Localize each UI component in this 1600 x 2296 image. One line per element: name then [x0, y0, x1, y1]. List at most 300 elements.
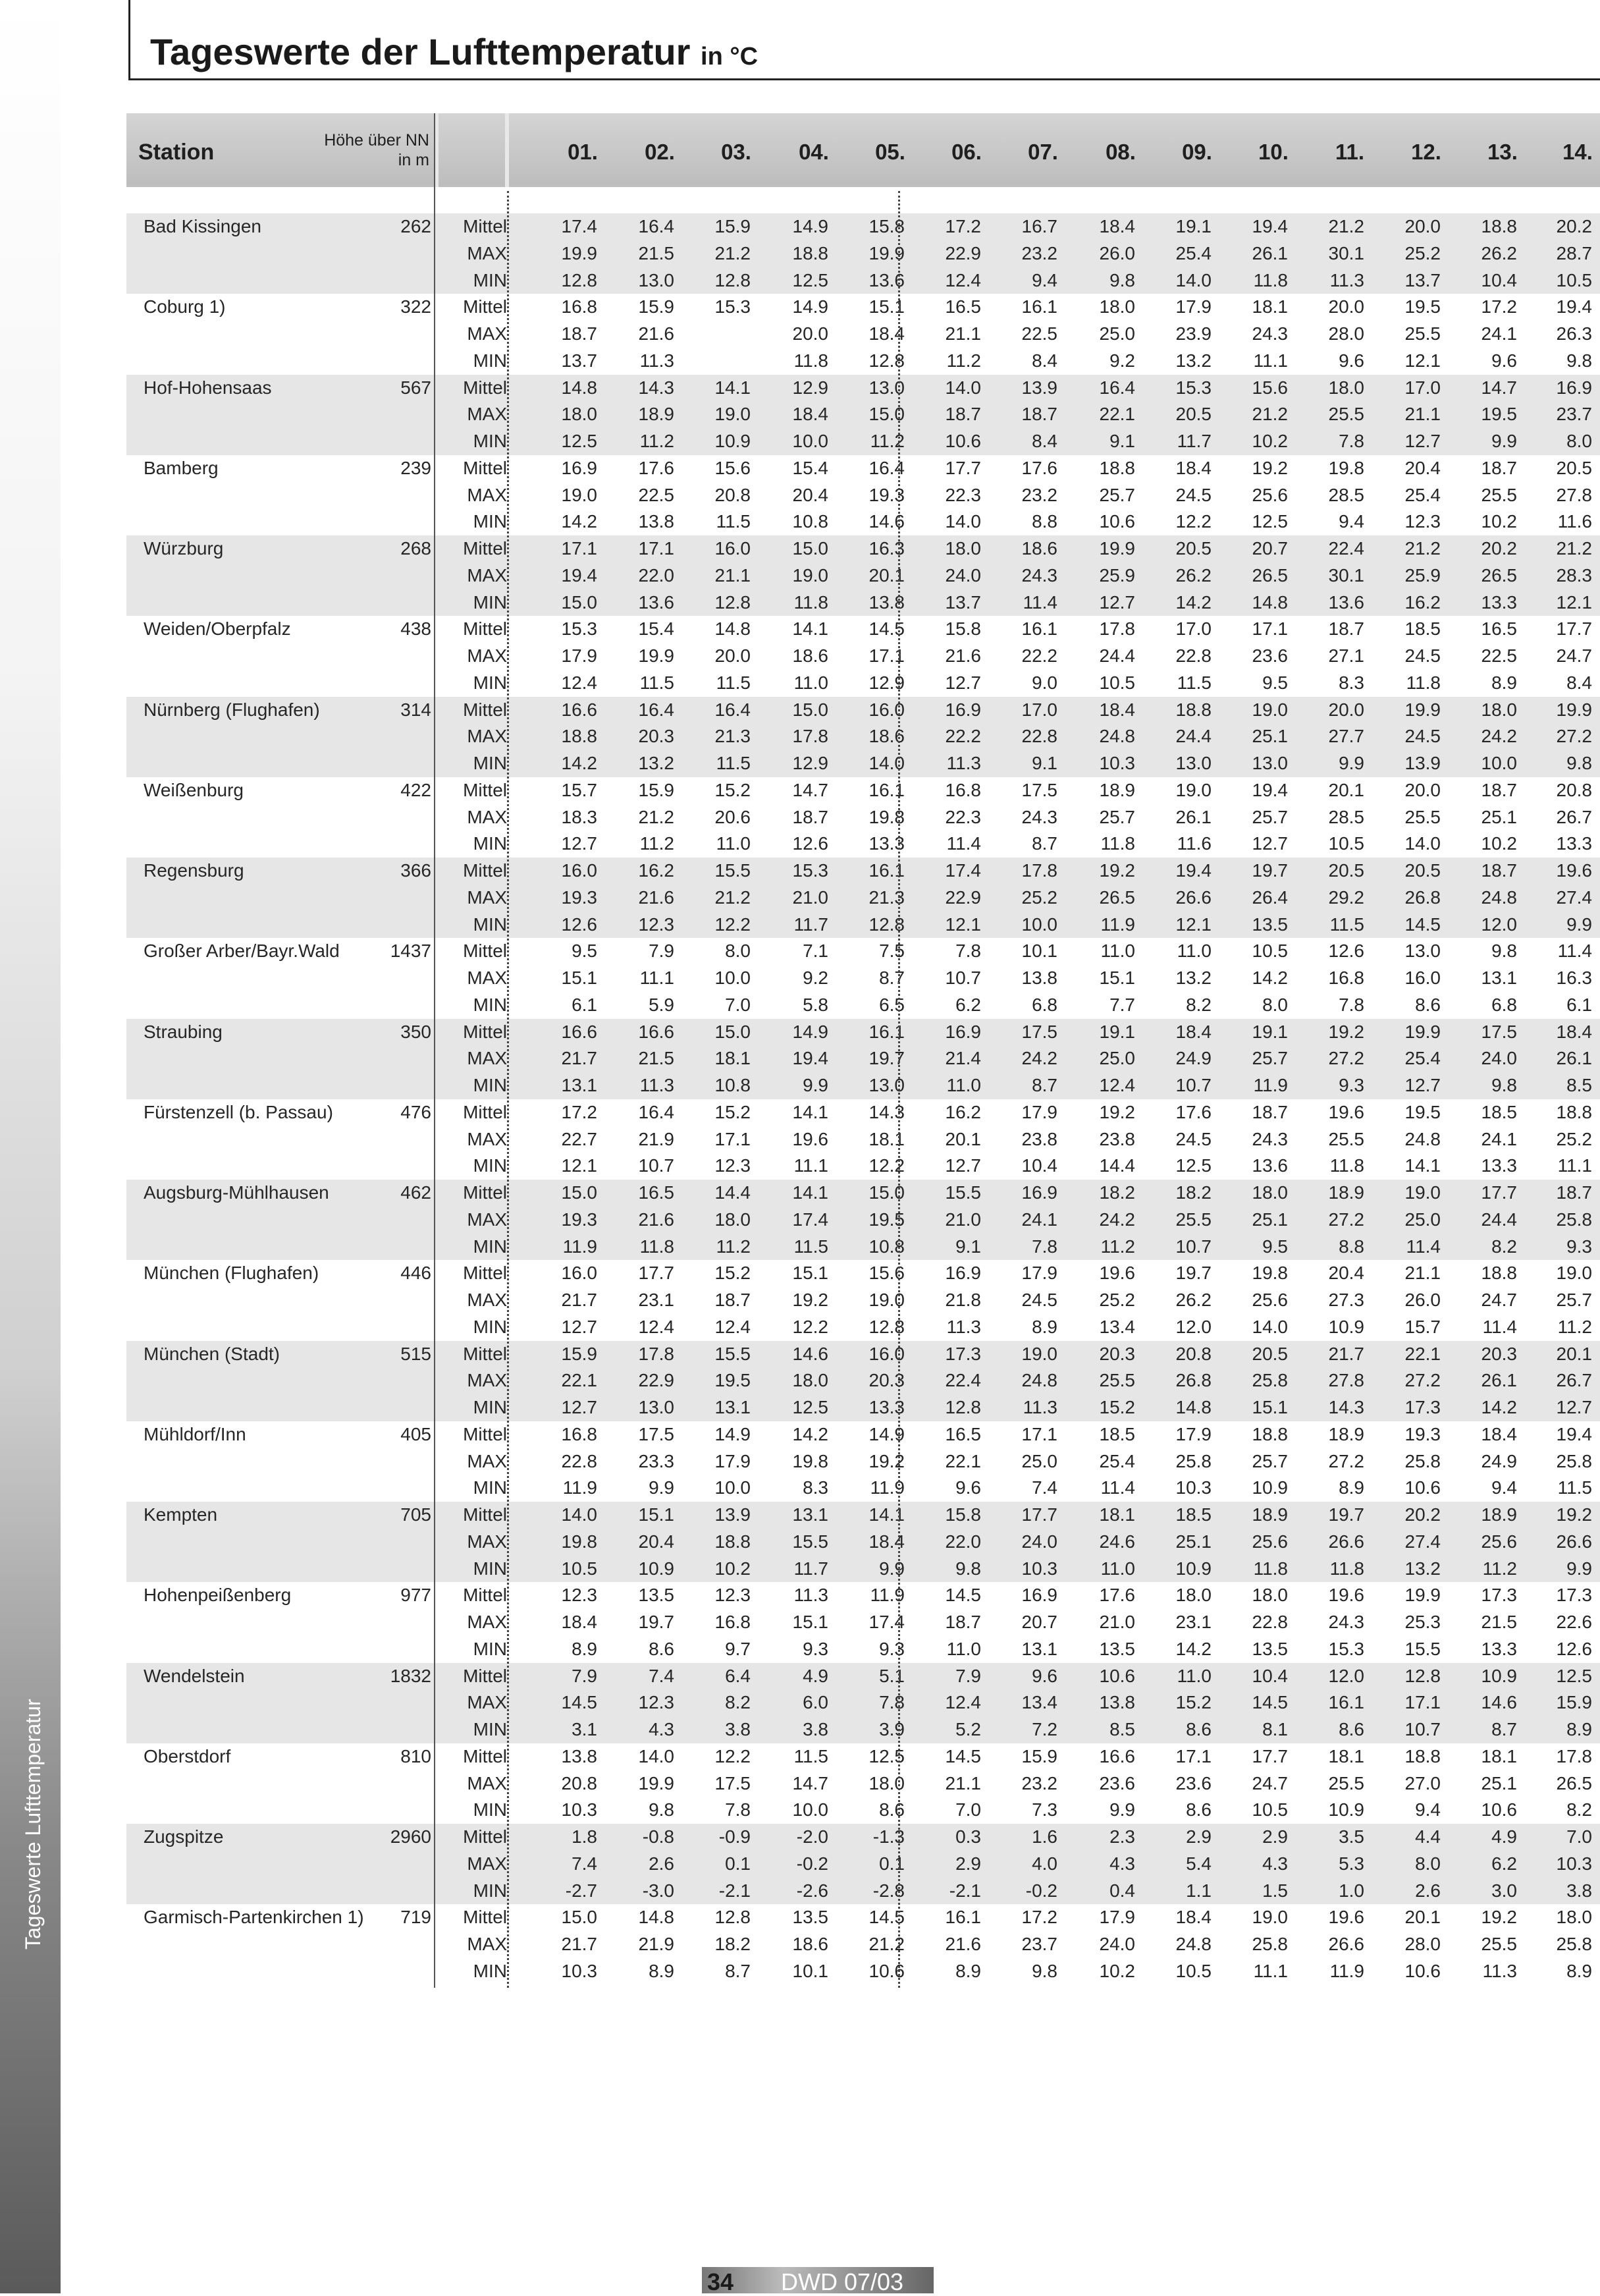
table-cell: 25.0 — [1099, 323, 1135, 344]
table-cell: 26.5 — [1099, 887, 1135, 908]
row-label: MAX — [467, 1612, 507, 1632]
table-cell: 18.5 — [1404, 618, 1441, 640]
table-cell: 12.3 — [638, 914, 674, 935]
table-cell: 13.1 — [714, 1397, 751, 1417]
table-cell: 9.8 — [1109, 269, 1135, 290]
table-cell: 26.1 — [1556, 1048, 1592, 1069]
table-cell: 18.0 — [868, 1772, 905, 1793]
table-cell: 9.6 — [1032, 1665, 1057, 1686]
table-cell: 16.4 — [1099, 377, 1135, 398]
table-cell: 8.6 — [1339, 1719, 1364, 1739]
table-cell: 18.8 — [1481, 216, 1517, 236]
table-cell: 19.8 — [1328, 457, 1364, 478]
header-day: 07. — [1028, 140, 1058, 164]
table-cell: 18.7 — [1481, 860, 1517, 881]
table-cell: 15.3 — [714, 296, 751, 317]
table-cell: 14.0 — [1252, 1316, 1288, 1337]
table-cell: 21.0 — [1099, 1612, 1135, 1632]
table-cell: 16.6 — [1099, 1745, 1135, 1766]
table-cell: 9.1 — [1109, 431, 1135, 451]
table-cell: 28.0 — [1328, 323, 1364, 344]
table-cell: 19.9 — [561, 242, 597, 263]
station-name: Oberstdorf — [144, 1745, 231, 1766]
table-cell: 25.7 — [1252, 806, 1288, 827]
table-cell: 15.7 — [561, 779, 597, 800]
header-day: 11. — [1335, 140, 1365, 164]
table-cell: 10.6 — [868, 1960, 905, 1981]
table-cell: 19.3 — [561, 1209, 597, 1230]
table-cell: 16.3 — [1556, 968, 1592, 988]
row-label: Mittel — [463, 699, 507, 720]
row-label: Mittel — [463, 1182, 507, 1203]
table-cell: 12.1 — [561, 1155, 597, 1176]
table-cell: 27.2 — [1404, 1370, 1441, 1391]
table-cell: 19.4 — [561, 564, 597, 586]
station-height: 262 — [400, 216, 431, 236]
row-label: Mittel — [463, 216, 507, 236]
row-label: MAX — [467, 1450, 507, 1471]
table-cell: 19.6 — [1099, 1263, 1135, 1284]
table-cell: 17.6 — [1021, 457, 1057, 478]
table-cell: 24.0 — [1099, 1934, 1135, 1954]
table-cell: 12.5 — [792, 1397, 828, 1417]
row-label: MIN — [473, 591, 507, 613]
table-cell: 21.6 — [638, 1209, 674, 1230]
row-label: MIN — [473, 1638, 507, 1659]
table-cell: 15.2 — [1175, 1692, 1212, 1713]
table-cell: 27.7 — [1328, 726, 1364, 747]
table-cell: 25.2 — [1556, 1128, 1592, 1149]
table-cell: 18.4 — [1175, 457, 1212, 478]
table-cell: 11.4 — [1023, 591, 1057, 613]
table-cell: 9.9 — [649, 1477, 674, 1498]
table-cell: 13.7 — [1404, 269, 1441, 290]
row-label: MAX — [467, 806, 507, 827]
table-cell: 14.2 — [561, 511, 597, 532]
table-cell: 8.8 — [1339, 1236, 1364, 1257]
table-cell: 8.9 — [572, 1638, 597, 1659]
table-cell: 14.5 — [868, 1907, 905, 1928]
table-cell: 27.4 — [1404, 1531, 1441, 1552]
table-cell: 17.2 — [1021, 1907, 1057, 1928]
table-cell: 24.3 — [1328, 1612, 1364, 1632]
table-cell: 24.5 — [1175, 1128, 1212, 1149]
table-cell: 8.5 — [1566, 1075, 1592, 1095]
table-cell: 17.7 — [1021, 1504, 1057, 1525]
table-cell: 3.1 — [572, 1719, 597, 1739]
table-cell: 20.1 — [868, 564, 905, 586]
table-cell: 24.5 — [1021, 1290, 1057, 1310]
table-cell: 19.9 — [1404, 1021, 1441, 1042]
table-cell: -2.8 — [872, 1880, 905, 1901]
table-cell: 18.7 — [945, 404, 981, 425]
table-cell: 19.6 — [1328, 1101, 1364, 1122]
table-cell: 25.5 — [1404, 806, 1441, 827]
table-cell: 8.0 — [1262, 994, 1288, 1015]
table-cell: 19.8 — [561, 1531, 597, 1552]
table-cell: 11.2 — [716, 1236, 751, 1257]
table-cell: 20.5 — [1328, 860, 1364, 881]
table-cell: 11.8 — [1100, 833, 1135, 854]
row-label: MAX — [467, 1531, 507, 1552]
table-cell: 15.6 — [1252, 377, 1288, 398]
table-cell: 10.3 — [561, 1960, 597, 1981]
station-height: 268 — [400, 538, 431, 559]
table-cell: 4.3 — [649, 1719, 674, 1739]
table-cell: 14.4 — [1099, 1155, 1135, 1176]
table-cell: 4.3 — [1109, 1853, 1135, 1874]
table-cell: 2.6 — [1415, 1880, 1441, 1901]
table-cell: 13.5 — [1099, 1638, 1135, 1659]
table-cell: 25.4 — [1099, 1450, 1135, 1471]
table-cell: 12.8 — [714, 591, 751, 613]
table-cell: 20.3 — [868, 1370, 905, 1391]
table-cell: 17.8 — [1099, 618, 1135, 640]
table-cell: 15.8 — [868, 216, 905, 236]
table-cell: 28.5 — [1328, 806, 1364, 827]
table-cell: 18.9 — [1328, 1423, 1364, 1444]
table-cell: 22.5 — [1021, 323, 1057, 344]
table-cell: 13.2 — [1404, 1558, 1441, 1579]
table-cell: 9.9 — [1566, 1558, 1592, 1579]
table-cell: 17.3 — [1404, 1397, 1441, 1417]
table-cell: 11.3 — [639, 350, 674, 371]
table-cell: 11.5 — [716, 672, 751, 693]
table-cell: 16.2 — [1404, 591, 1441, 613]
table-cell: 18.4 — [1099, 216, 1135, 236]
table-cell: 15.5 — [714, 1343, 751, 1364]
table-cell: 16.8 — [561, 1423, 597, 1444]
table-cell: 26.6 — [1328, 1934, 1364, 1954]
table-cell: 21.5 — [1481, 1612, 1517, 1632]
table-cell: 25.2 — [1404, 242, 1441, 263]
table-cell: 20.5 — [1175, 538, 1212, 559]
table-cell: 6.2 — [1491, 1853, 1517, 1874]
table-cell: 25.2 — [1021, 887, 1057, 908]
table-cell: 17.1 — [638, 538, 674, 559]
table-cell: 24.8 — [1099, 726, 1135, 747]
table-cell: 12.4 — [945, 269, 981, 290]
table-cell: 8.7 — [1491, 1719, 1517, 1739]
table-cell: 6.4 — [725, 1665, 751, 1686]
table-cell: 3.9 — [879, 1719, 905, 1739]
table-cell: 20.1 — [1328, 779, 1364, 800]
table-cell: 2.9 — [1262, 1826, 1288, 1847]
row-label: MIN — [473, 1477, 507, 1498]
table-cell: 23.3 — [638, 1450, 674, 1471]
table-cell: 10.3 — [1099, 753, 1135, 773]
table-cell: 14.1 — [1404, 1155, 1441, 1176]
table-cell: 7.4 — [1032, 1477, 1057, 1498]
table-cell: 24.3 — [1252, 323, 1288, 344]
table-cell: 13.7 — [945, 591, 981, 613]
table-cell: 28.5 — [1328, 484, 1364, 505]
station-name: München (Stadt) — [144, 1343, 280, 1364]
table-cell: 13.3 — [868, 1397, 905, 1417]
table-cell: 10.5 — [1252, 1799, 1288, 1820]
table-cell: 22.2 — [1021, 645, 1057, 666]
station-name: Wendelstein — [144, 1665, 245, 1686]
table-cell: -2.0 — [796, 1826, 828, 1847]
table-cell: 11.3 — [1482, 1960, 1517, 1981]
table-cell: 13.5 — [1252, 914, 1288, 935]
table-cell: 15.5 — [945, 1182, 981, 1203]
table-cell: 7.7 — [1109, 994, 1135, 1015]
table-cell: 21.7 — [561, 1934, 597, 1954]
station-height: 1437 — [390, 941, 431, 962]
table-cell: 8.0 — [1415, 1853, 1441, 1874]
table-cell: 15.2 — [1099, 1397, 1135, 1417]
table-cell: 12.1 — [1175, 914, 1212, 935]
table-cell: 12.2 — [714, 1745, 751, 1766]
table-cell: 10.3 — [1021, 1558, 1057, 1579]
table-cell: 14.5 — [561, 1692, 597, 1713]
table-cell: 9.8 — [1566, 753, 1592, 773]
table-cell: 16.9 — [945, 1021, 981, 1042]
table-cell: 5.3 — [1339, 1853, 1364, 1874]
table-cell: 18.0 — [1252, 1182, 1288, 1203]
table-cell: 18.8 — [1175, 699, 1212, 720]
table-cell: 18.8 — [792, 242, 828, 263]
table-cell: 22.5 — [1481, 645, 1517, 666]
table-cell: 22.7 — [561, 1128, 597, 1149]
table-cell: 19.4 — [792, 1048, 828, 1069]
table-cell: 17.1 — [868, 645, 905, 666]
table-cell: 17.8 — [638, 1343, 674, 1364]
table-cell: 11.8 — [1406, 672, 1441, 693]
table-cell: 16.4 — [638, 699, 674, 720]
table-cell: 16.9 — [561, 457, 597, 478]
table-cell: 21.6 — [945, 1934, 981, 1954]
header-day: 02. — [645, 140, 675, 164]
table-cell: 5.8 — [803, 994, 828, 1015]
table-cell: 11.5 — [793, 1745, 828, 1766]
table-cell: 17.4 — [868, 1612, 905, 1632]
table-cell: 19.0 — [561, 484, 597, 505]
table-cell: 12.0 — [1328, 1665, 1364, 1686]
table-cell: 24.5 — [1404, 645, 1441, 666]
table-cell: 28.0 — [1404, 1934, 1441, 1954]
table-cell: 9.4 — [1491, 1477, 1517, 1498]
table-cell: 14.2 — [1175, 591, 1212, 613]
row-label: MAX — [467, 404, 507, 425]
table-cell: 8.9 — [1339, 1477, 1364, 1498]
table-cell: 20.1 — [1404, 1907, 1441, 1928]
table-cell: 10.2 — [1481, 833, 1517, 854]
table-cell: 13.9 — [1021, 377, 1057, 398]
table-cell: 19.1 — [1175, 216, 1212, 236]
table-cell: 9.2 — [803, 968, 828, 988]
table-cell: 13.7 — [561, 350, 597, 371]
table-cell: 4.0 — [1032, 1853, 1057, 1874]
table-cell: 27.2 — [1556, 726, 1592, 747]
table-cell: 26.2 — [1481, 242, 1517, 263]
table-cell: 18.4 — [1175, 1907, 1212, 1928]
table-cell: 9.3 — [803, 1638, 828, 1659]
table-cell: 24.7 — [1556, 645, 1592, 666]
table-cell: 12.8 — [868, 350, 905, 371]
table-cell: 16.8 — [945, 779, 981, 800]
table-cell: 24.4 — [1175, 726, 1212, 747]
table-cell: 26.0 — [1099, 242, 1135, 263]
station-name: Bad Kissingen — [144, 216, 262, 236]
table-cell: 24.8 — [1404, 1128, 1441, 1149]
row-label: MAX — [467, 484, 507, 505]
table-cell: 20.5 — [1404, 860, 1441, 881]
table-cell: 25.5 — [1481, 1934, 1517, 1954]
row-label: Mittel — [463, 296, 507, 317]
table-cell: 13.0 — [1252, 753, 1288, 773]
table-cell: 9.5 — [1262, 1236, 1288, 1257]
table-cell: 6.1 — [572, 994, 597, 1015]
table-cell: 13.6 — [1252, 1155, 1288, 1176]
table-cell: 25.5 — [1404, 323, 1441, 344]
table-cell: 9.8 — [955, 1558, 981, 1579]
table-cell: 17.9 — [1175, 1423, 1212, 1444]
table-cell: 21.1 — [714, 564, 751, 586]
table-cell: 9.3 — [879, 1638, 905, 1659]
table-cell: 25.5 — [1328, 1772, 1364, 1793]
table-cell: 13.3 — [1481, 1155, 1517, 1176]
table-cell: 17.8 — [1556, 1745, 1592, 1766]
table-cell: 10.8 — [714, 1075, 751, 1095]
table-cell: 16.9 — [1021, 1585, 1057, 1606]
table-cell: 13.8 — [1099, 1692, 1135, 1713]
table-cell: 5.1 — [879, 1665, 905, 1686]
table-cell: 18.4 — [1481, 1423, 1517, 1444]
table-cell: 18.2 — [714, 1934, 751, 1954]
table-cell: 16.9 — [945, 1263, 981, 1284]
table-cell: 17.1 — [1252, 618, 1288, 640]
station-height: 405 — [400, 1423, 431, 1444]
table-cell: 7.8 — [955, 941, 981, 962]
table-cell: 26.2 — [1175, 1290, 1212, 1310]
table-cell: 11.9 — [870, 1477, 905, 1498]
table-cell: 17.4 — [945, 860, 981, 881]
table-cell: -0.2 — [796, 1853, 828, 1874]
table-cell: 15.1 — [792, 1612, 828, 1632]
table-cell: 25.8 — [1252, 1934, 1288, 1954]
table-cell: 24.9 — [1481, 1450, 1517, 1471]
table-cell: 13.4 — [1099, 1316, 1135, 1337]
table-cell: 14.8 — [1252, 591, 1288, 613]
table-cell: 21.7 — [561, 1048, 597, 1069]
table-cell: 8.4 — [1032, 350, 1057, 371]
table-cell: 3.5 — [1339, 1826, 1364, 1847]
table-cell: 14.0 — [868, 753, 905, 773]
table-cell: 13.8 — [561, 1745, 597, 1766]
table-cell: 22.9 — [945, 242, 981, 263]
table-cell: 24.1 — [1481, 323, 1517, 344]
table-cell: 12.8 — [868, 1316, 905, 1337]
table-cell: 20.5 — [1175, 404, 1212, 425]
row-label: MIN — [473, 350, 507, 371]
table-cell: 17.3 — [1556, 1585, 1592, 1606]
table-cell: 20.5 — [1556, 457, 1592, 478]
table-cell: 15.5 — [1404, 1638, 1441, 1659]
table-cell: 11.2 — [639, 431, 674, 451]
table-cell: 18.1 — [714, 1048, 751, 1069]
table-cell: 8.6 — [649, 1638, 674, 1659]
table-cell: 19.2 — [1099, 1101, 1135, 1122]
table-cell: 11.0 — [946, 1638, 981, 1659]
table-cell: 8.3 — [803, 1477, 828, 1498]
station-name: Weiden/Oberpfalz — [144, 618, 291, 640]
table-cell: 13.3 — [1481, 1638, 1517, 1659]
table-cell: 16.6 — [638, 1021, 674, 1042]
header-day: 14. — [1562, 140, 1593, 164]
table-cell: 20.4 — [638, 1531, 674, 1552]
table-cell: 10.3 — [561, 1799, 597, 1820]
table-cell: 11.5 — [716, 753, 751, 773]
table-cell: 13.0 — [1404, 941, 1441, 962]
table-cell: 18.0 — [1175, 1585, 1212, 1606]
station-name: Mühldorf/Inn — [144, 1423, 246, 1444]
table-cell: 18.4 — [561, 1612, 597, 1632]
table-cell: 26.5 — [1556, 1772, 1592, 1793]
table-cell: 19.6 — [1556, 860, 1592, 881]
table-cell: 11.1 — [1253, 350, 1288, 371]
table-cell: 13.8 — [1021, 968, 1057, 988]
table-cell: 10.1 — [792, 1960, 828, 1981]
table-cell: 17.4 — [561, 216, 597, 236]
table-cell: 18.4 — [1556, 1021, 1592, 1042]
table-cell: 15.3 — [792, 860, 828, 881]
table-cell: 25.8 — [1252, 1370, 1288, 1391]
table-cell: 16.5 — [638, 1182, 674, 1203]
table-cell: 11.3 — [946, 1316, 981, 1337]
table-cell: 10.6 — [1404, 1960, 1441, 1981]
table-cell: 25.6 — [1252, 484, 1288, 505]
table-cell: 14.5 — [1404, 914, 1441, 935]
table-cell: 18.7 — [714, 1290, 751, 1310]
table-cell: 20.2 — [1556, 216, 1592, 236]
table-cell: 11.5 — [1557, 1477, 1592, 1498]
table-cell: 19.9 — [638, 645, 674, 666]
table-cell: 18.0 — [792, 1370, 828, 1391]
table-cell: 10.8 — [792, 511, 828, 532]
table-cell: 12.2 — [792, 1316, 828, 1337]
table-cell: 22.1 — [1404, 1343, 1441, 1364]
table-cell: 16.1 — [868, 779, 905, 800]
table-cell: 8.9 — [1566, 1960, 1592, 1981]
table-cell: 15.8 — [945, 1504, 981, 1525]
table-cell: 8.9 — [955, 1960, 981, 1981]
table-cell: 19.0 — [714, 404, 751, 425]
row-label: Mittel — [463, 1021, 507, 1042]
table-cell: 16.3 — [868, 538, 905, 559]
station-height: 314 — [400, 699, 431, 720]
table-cell: 22.8 — [561, 1450, 597, 1471]
table-cell: 19.9 — [638, 1772, 674, 1793]
table-cell: 12.4 — [638, 1316, 674, 1337]
table-cell: 8.9 — [1491, 672, 1517, 693]
table-cell: 16.4 — [638, 1101, 674, 1122]
table-cell: 8.6 — [1186, 1719, 1212, 1739]
header-day: 10. — [1258, 140, 1289, 164]
table-cell: 24.8 — [1175, 1934, 1212, 1954]
table-cell: 27.0 — [1404, 1772, 1441, 1793]
table-cell: 11.4 — [946, 833, 981, 854]
station-height: 705 — [400, 1504, 431, 1525]
table-cell: 21.2 — [868, 1934, 905, 1954]
table-cell: 7.9 — [955, 1665, 981, 1686]
table-cell: 21.7 — [561, 1290, 597, 1310]
header-day: 03. — [721, 140, 751, 164]
row-label: MIN — [473, 1316, 507, 1337]
issue-label: DWD 07/03 — [781, 2268, 904, 2295]
table-cell: 19.9 — [1404, 699, 1441, 720]
